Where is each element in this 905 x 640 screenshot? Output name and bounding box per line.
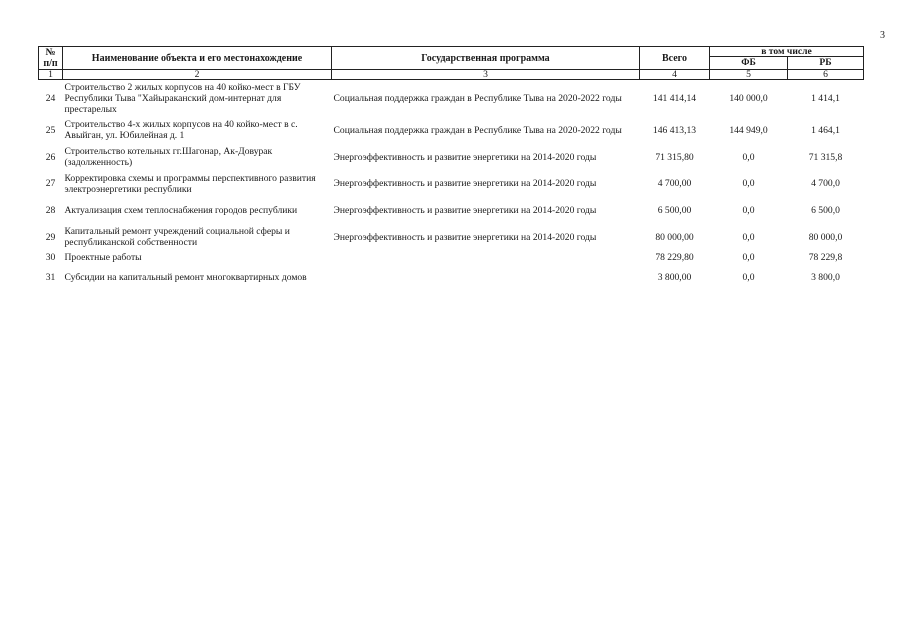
row-number: 31	[45, 271, 56, 283]
row-number: 29	[45, 231, 56, 243]
total-amount: 146 413,13	[652, 124, 697, 136]
program-name	[332, 251, 640, 264]
total-amount: 3 800,00	[657, 271, 692, 283]
total-amount: 71 315,80	[655, 151, 694, 163]
header-rb: РБ	[788, 57, 864, 70]
program-name: Энергоэффективность и развитие энергетики на 2014-2020 годы	[333, 151, 597, 163]
header-fb: ФБ	[710, 57, 788, 70]
object-name: Строительство 2 жилых корпусов на 40 койко-мест в ГБУ Республики Тыва "Хайыраканский дом-интернат для престарелых	[64, 81, 301, 115]
program-name: Социальная поддержка граждан в Республике Тыва на 2020-2022 годы	[333, 124, 622, 136]
row-number: 27	[45, 178, 56, 189]
row-number: 30	[45, 251, 56, 263]
fb-amount: 0,0	[742, 231, 755, 243]
total-amount: 4 700,00	[657, 178, 692, 189]
fb-amount: 0,0	[742, 204, 755, 216]
program-name: Социальная поддержка граждан в Республике Тыва на 2020-2022 годы	[333, 92, 622, 104]
program-name: Энергоэффективность и развитие энергетики на 2014-2020 годы	[333, 204, 597, 216]
total-amount: 141 414,14	[652, 92, 697, 104]
program-name	[332, 264, 640, 291]
column-number: 1	[39, 70, 63, 80]
total-amount: 80 000,00	[655, 231, 694, 243]
object-name: Строительство котельных гг.Шагонар, Ак-Довурак (задолженность)	[64, 146, 273, 168]
object-name: Субсидии на капитальный ремонт многоквартирных домов	[64, 271, 307, 283]
fb-amount: 0,0	[742, 178, 755, 189]
program-name: Энергоэффективность и развитие энергетики на 2014-2020 годы	[333, 178, 597, 189]
header-including: в том числе	[710, 47, 864, 57]
table-row	[39, 144, 864, 171]
object-name: Актуализация схем теплоснабжения городов республики	[64, 204, 298, 216]
fb-amount: 0,0	[742, 271, 755, 283]
fb-amount: 144 949,0	[729, 124, 768, 136]
object-name: Корректировка схемы и программы перспективного развития электроэнергетики республики	[64, 172, 316, 195]
row-number: 28	[45, 204, 56, 216]
object-name: Проектные работы	[64, 251, 142, 263]
header-name: Наименование объекта и его местонахождение	[63, 47, 332, 70]
page-number: 3	[880, 30, 885, 41]
total-amount: 78 229,80	[655, 251, 694, 263]
rb-amount: 4 700,0	[811, 178, 840, 189]
row-number: 26	[45, 151, 56, 163]
rb-amount: 71 315,8	[808, 151, 843, 163]
table-row	[39, 171, 864, 197]
header-total: Всего	[640, 47, 710, 70]
column-number: 3	[332, 70, 640, 80]
header-program: Государственная программа	[332, 47, 640, 70]
table-row	[39, 224, 864, 251]
rb-amount: 1 464,1	[811, 124, 840, 136]
rb-amount: 78 229,8	[808, 251, 843, 263]
table-row	[39, 251, 864, 264]
fb-amount: 140 000,0	[729, 92, 768, 104]
rb-amount: 6 500,0	[811, 204, 840, 216]
table-row	[39, 264, 864, 291]
object-name: Капитальный ремонт учреждений социальной сферы и республиканской собственности	[64, 226, 290, 248]
objects-table	[38, 46, 864, 291]
column-number: 5	[710, 70, 788, 80]
row-number: 25	[45, 124, 56, 136]
column-number: 4	[640, 70, 710, 80]
table-row	[39, 117, 864, 144]
table-row	[39, 197, 864, 224]
table-row	[39, 80, 864, 117]
object-name: Строительство 4-х жилых корпусов на 40 койко-мест в с. Авыйган, ул. Юбилейная д. 1	[64, 119, 298, 141]
fb-amount: 0,0	[742, 251, 755, 263]
rb-amount: 1 414,1	[811, 92, 840, 104]
column-number: 6	[788, 70, 864, 80]
total-amount: 6 500,00	[657, 204, 692, 216]
program-name: Энергоэффективность и развитие энергетики на 2014-2020 годы	[333, 231, 597, 243]
header-num: № п/п	[39, 47, 63, 70]
fb-amount: 0,0	[742, 151, 755, 163]
column-number-row	[39, 70, 864, 80]
row-number: 24	[45, 92, 56, 104]
rb-amount: 80 000,0	[808, 231, 843, 243]
column-number: 2	[63, 70, 332, 80]
rb-amount: 3 800,0	[811, 271, 840, 283]
